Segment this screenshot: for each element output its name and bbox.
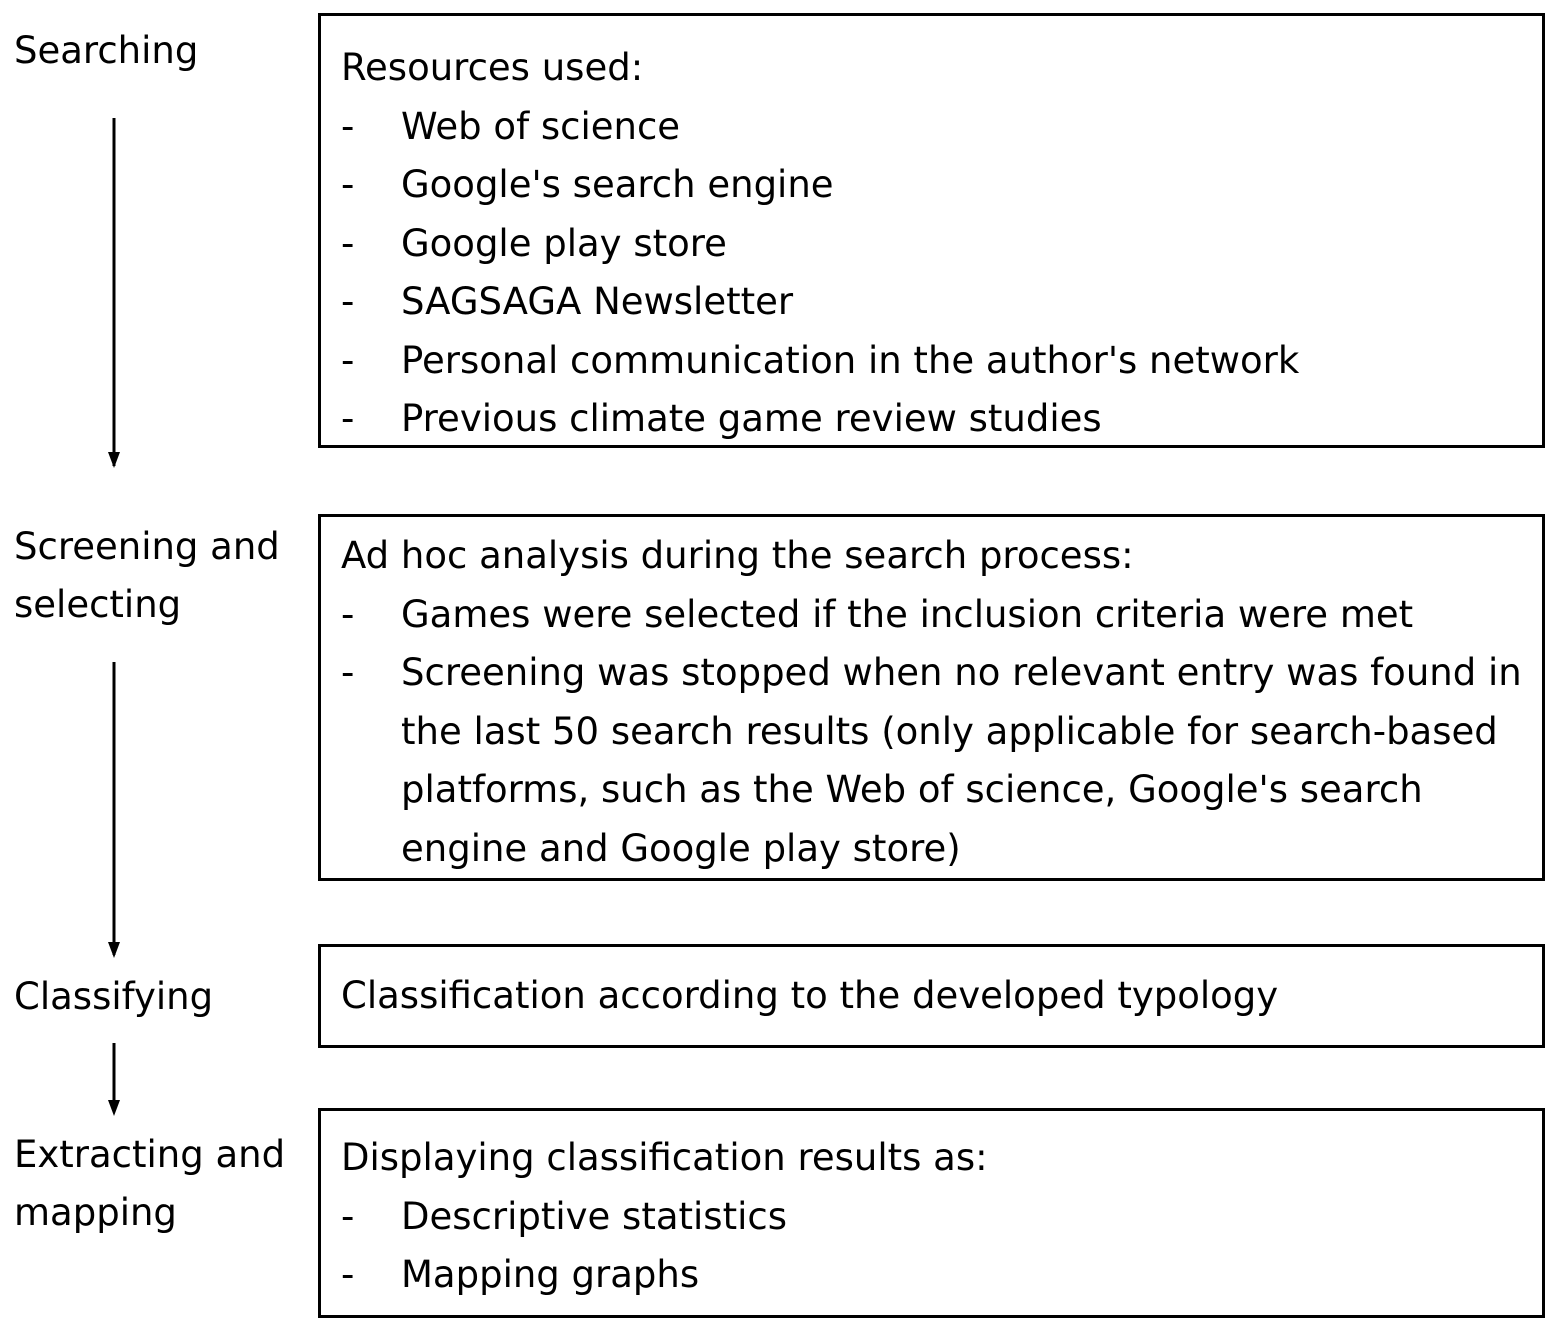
list-item (341, 1246, 1522, 1305)
results-display-list (341, 1188, 1522, 1305)
list-item-text: Google's search engine (401, 163, 834, 206)
bullet-dash: - (341, 163, 355, 206)
list-item-text: Screening was stopped when no relevant entry was found in the last 50 search results (only applicable for search-based platforms, such as the Web of science, Google's search engine and Google play store) (401, 651, 1522, 870)
screening-criteria-list (341, 586, 1528, 879)
classifying-box (318, 944, 1545, 1048)
list-item-text: Personal communication in the author's network (401, 338, 1300, 382)
arrowhead-classifying-to-extracting (108, 1100, 120, 1116)
arrowhead-searching-to-screening (108, 452, 120, 468)
stage-label-searching: Searching (14, 29, 199, 72)
searching-box-heading: Resources used: (341, 46, 644, 89)
classifying-box-text: Classification according to the developed typology (341, 974, 1279, 1017)
list-item (341, 273, 1522, 332)
list-item (341, 332, 1522, 391)
list-item-text: Google play store (401, 221, 727, 265)
stage-label-extracting-and-mapping: Extracting and mapping (14, 1133, 286, 1234)
list-item (341, 586, 1528, 645)
bullet-dash: - (341, 651, 355, 694)
list-item-text: Web of science (401, 104, 681, 148)
list-item (341, 390, 1522, 449)
screening-box-heading: Ad hoc analysis during the search process: (341, 534, 1134, 577)
arrowhead-screening-to-classifying (108, 942, 120, 958)
bullet-dash: - (341, 338, 355, 382)
searching-box (318, 13, 1545, 448)
bullet-dash: - (341, 280, 355, 323)
list-item-text: Games were selected if the inclusion criteria were met (401, 592, 1414, 636)
stage-label-classifying: Classifying (14, 975, 214, 1018)
list-item-text: SAGSAGA Newsletter (401, 280, 794, 323)
list-item-text: Previous climate game review studies (401, 397, 1102, 440)
list-item (341, 156, 1522, 215)
bullet-dash: - (341, 592, 355, 636)
list-item-text: Descriptive statistics (401, 1194, 787, 1238)
list-item (341, 644, 1528, 878)
bullet-dash: - (341, 1194, 355, 1238)
list-item-text: Mapping graphs (401, 1253, 700, 1296)
bullet-dash: - (341, 221, 355, 265)
bullet-dash: - (341, 1253, 355, 1296)
bullet-dash: - (341, 397, 355, 440)
extracting-box-heading: Displaying classification results as: (341, 1136, 988, 1179)
screening-box (318, 514, 1545, 881)
resources-list (341, 98, 1522, 449)
bullet-dash: - (341, 104, 355, 148)
extracting-box (318, 1108, 1545, 1318)
list-item (341, 215, 1522, 274)
list-item (341, 98, 1522, 157)
stage-label-screening-and-selecting: Screening and selecting (14, 525, 280, 626)
list-item (341, 1188, 1522, 1247)
